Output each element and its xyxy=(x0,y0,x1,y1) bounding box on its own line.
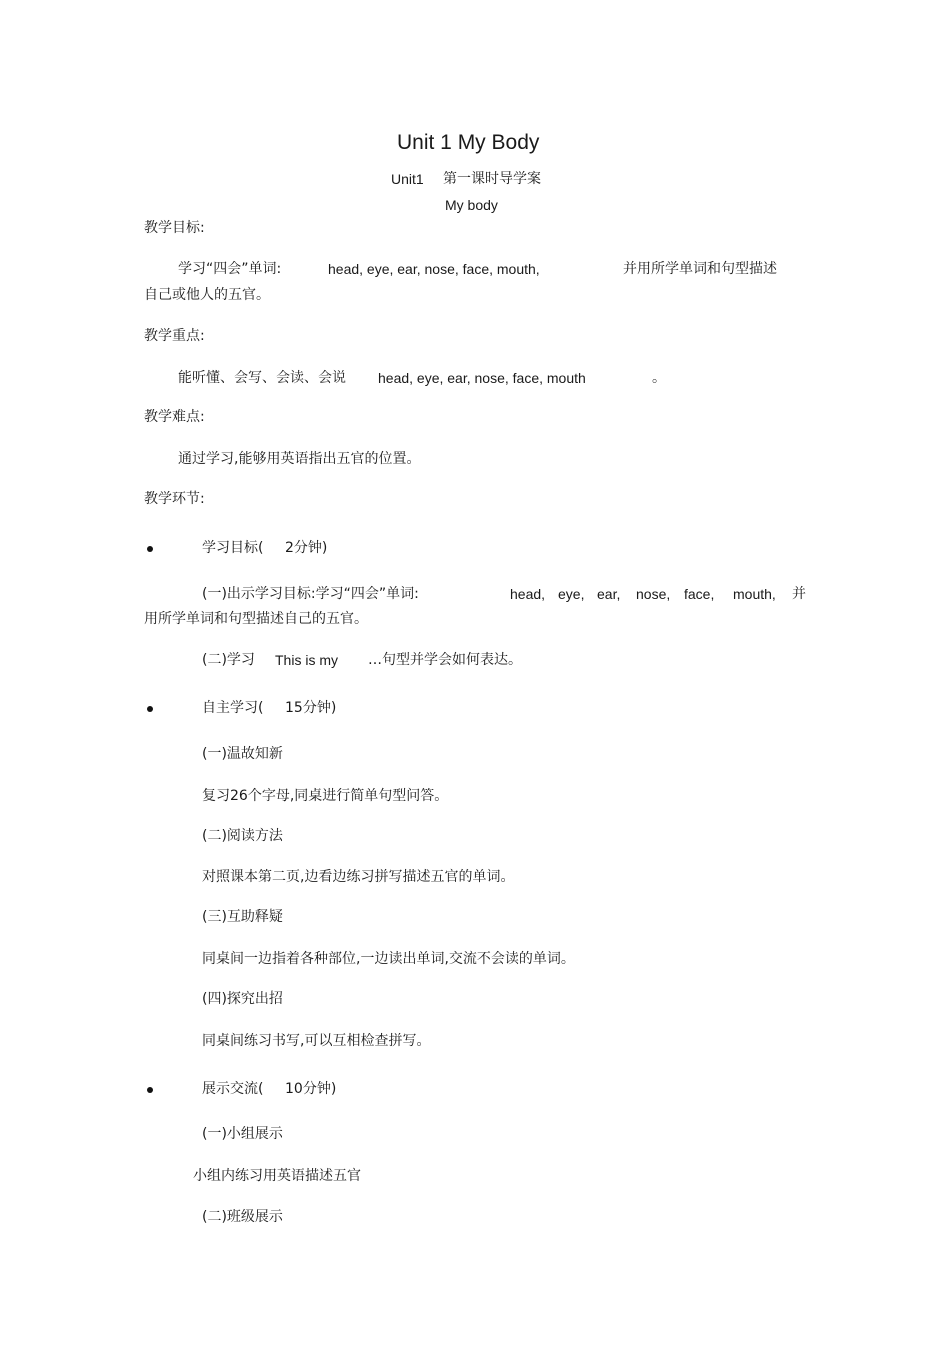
goals-line1-text: 学习“四会”单词: xyxy=(178,261,282,277)
key-words: head, eye, ear, nose, face, mouth xyxy=(378,370,586,386)
subtitle-my-body: My body xyxy=(445,197,498,213)
goals-line1-tail: 并用所学单词和句型描述 xyxy=(623,261,777,277)
step1-item2-a: (二)学习 xyxy=(202,652,255,668)
step1-item1-word: head, xyxy=(510,586,546,602)
step2-d-heading: (四)探究出招 xyxy=(202,991,283,1007)
goals-line2: 自己或他人的五官。 xyxy=(144,287,270,303)
step1-item2-c: …句型并学会如何表达。 xyxy=(368,652,522,668)
goals-heading: 教学目标: xyxy=(144,220,205,236)
goals-line1-words: head, eye, ear, nose, face, mouth, xyxy=(328,261,540,277)
step1-item1-text: (一)出示学习目标:学习“四会”单词: xyxy=(202,586,419,602)
step3-a-text: 小组内练习用英语描述五官 xyxy=(193,1168,361,1184)
step2-b-heading: (二)阅读方法 xyxy=(202,828,283,844)
step1-item1-word: nose, xyxy=(636,586,671,602)
bullet-icon xyxy=(147,546,153,552)
subtitle-lesson: 第一课时导学案 xyxy=(443,171,541,187)
step3-a-heading: (一)小组展示 xyxy=(202,1126,283,1142)
step1-time: 2分钟) xyxy=(285,540,328,556)
difficulty-heading: 教学难点: xyxy=(144,409,205,425)
step2-c-heading: (三)互助释疑 xyxy=(202,909,283,925)
document-title: Unit 1 My Body xyxy=(397,131,540,154)
bullet-icon xyxy=(147,1087,153,1093)
step1-item1-word: ear, xyxy=(597,586,621,602)
bullet-icon xyxy=(147,706,153,712)
step2-time: 15分钟) xyxy=(285,700,337,716)
step3-label: 展示交流( xyxy=(202,1081,264,1097)
step1-label: 学习目标( xyxy=(202,540,264,556)
step2-label: 自主学习( xyxy=(202,700,264,716)
steps-heading: 教学环节: xyxy=(144,491,205,507)
step1-item1-word: eye, xyxy=(558,586,585,602)
difficulty-text: 通过学习,能够用英语指出五官的位置。 xyxy=(178,451,421,467)
step2-a-heading: (一)温故知新 xyxy=(202,746,283,762)
step2-c-text: 同桌间一边指着各种部位,一边读出单词,交流不会读的单词。 xyxy=(202,951,575,967)
step2-d-text: 同桌间练习书写,可以互相检查拼写。 xyxy=(202,1033,431,1049)
step1-item2-b: This is my xyxy=(275,652,338,668)
step2-a-text: 复习26个字母,同桌进行简单句型问答。 xyxy=(202,788,449,804)
key-text: 能听懂、会写、会读、会说 xyxy=(178,370,346,386)
key-heading: 教学重点: xyxy=(144,328,205,344)
step3-b-heading: (二)班级展示 xyxy=(202,1209,283,1225)
subtitle-unit: Unit1 xyxy=(391,171,424,187)
step2-b-text: 对照课本第二页,边看边练习拼写描述五官的单词。 xyxy=(202,869,515,885)
step1-item1-end: 并 xyxy=(792,586,806,602)
key-end: 。 xyxy=(652,370,666,386)
step1-item1-word: mouth, xyxy=(733,586,776,602)
step3-time: 10分钟) xyxy=(285,1081,337,1097)
step1-item1-line2: 用所学单词和句型描述自己的五官。 xyxy=(144,611,368,627)
step1-item1-word: face, xyxy=(684,586,715,602)
